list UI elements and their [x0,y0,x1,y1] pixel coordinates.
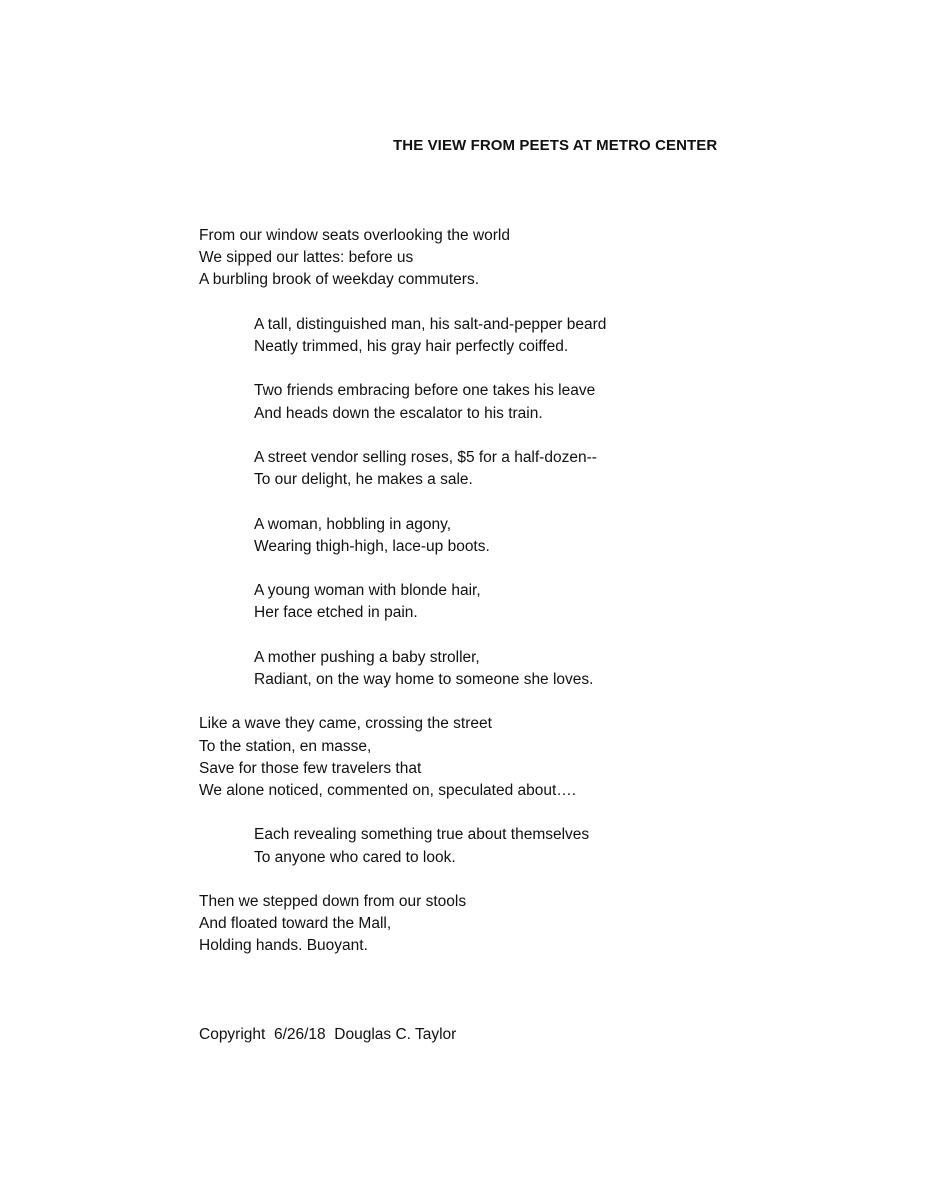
poem-line: And floated toward the Mall, [199,915,392,933]
poem-line: And heads down the escalator to his train. [254,404,543,422]
poem-line: A mother pushing a baby stroller, [254,648,480,666]
poem-line: Her face etched in pain. [254,604,418,622]
poem-line: To the station, en masse, [199,737,372,755]
poem-line: A street vendor selling roses, $5 for a half-dozen-- [254,448,597,466]
poem-line: A burbling brook of weekday commuters. [199,271,479,289]
poem-line: A young woman with blonde hair, [254,582,481,600]
poem-line: Each revealing something true about themselves [254,826,590,844]
poem-line: To our delight, he makes a sale. [254,471,473,489]
poem-line: To anyone who cared to look. [254,848,456,866]
stanza [199,647,799,691]
poem-line: A tall, distinguished man, his salt-and-pepper beard [254,315,607,333]
poem-line: From our window seats overlooking the world [199,227,510,244]
poem-line: A woman, hobbling in agony, [254,515,452,533]
poem-line: Save for those few travelers that [199,759,422,777]
stanza [199,824,799,868]
poem-line: Wearing thigh-high, lace-up boots. [254,537,490,555]
poem-line: We alone noticed, commented on, speculated about…. [199,781,577,799]
stanza [199,314,799,358]
poem-line: Like a wave they came, crossing the street [199,715,492,733]
poem-line: We sipped our lattes: before us [199,249,414,267]
stanza [199,580,799,624]
stanza [199,447,799,491]
stanza [199,713,799,802]
poem-line: Neatly trimmed, his gray hair perfectly coiffed. [254,338,569,355]
copyright-notice: Copyright 6/26/18 Douglas C. Taylor [199,1026,457,1043]
poem-line: Two friends embracing before one takes his leave [254,382,596,400]
poem-line: Radiant, on the way home to someone she loves. [254,670,594,688]
stanza [199,891,799,958]
stanza [199,225,799,292]
stanza [199,380,799,424]
stanza [199,514,799,558]
poem-body [199,225,799,980]
poem-line: Then we stepped down from our stools [199,892,467,910]
poem-line: Holding hands. Buoyant. [199,937,368,955]
poem-title: THE VIEW FROM PEETS AT METRO CENTER [393,137,718,154]
